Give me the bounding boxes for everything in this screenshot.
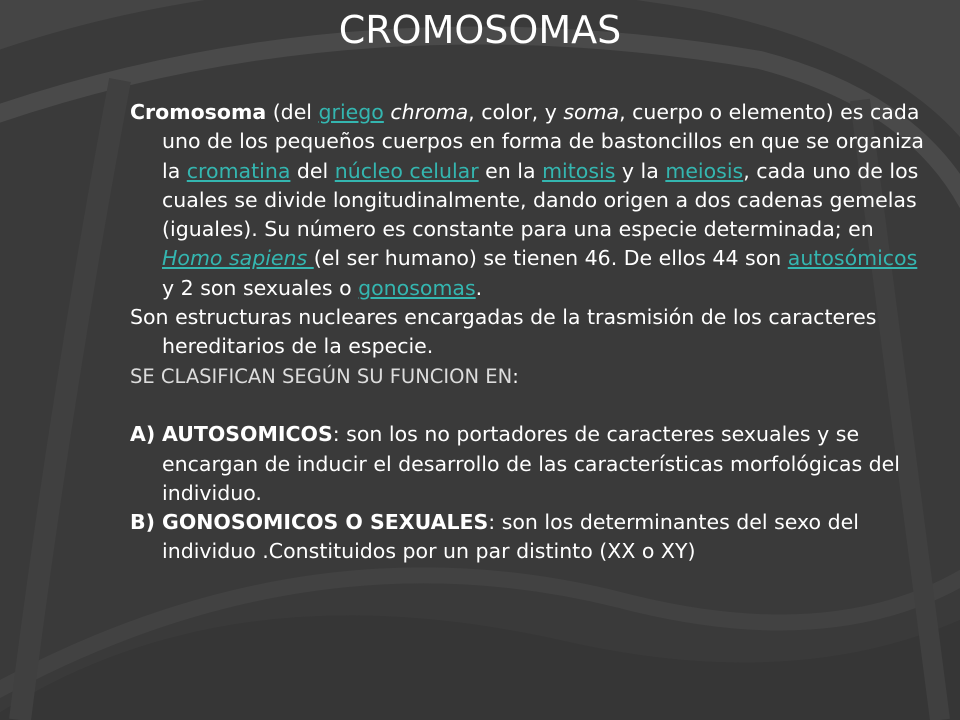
text: y la	[615, 158, 666, 183]
text: , color, y	[468, 100, 564, 124]
link-homo-sapiens[interactable]: Homo sapiens	[162, 246, 314, 271]
link-nucleo-celular[interactable]: núcleo celular	[334, 158, 479, 183]
link-autosomicos[interactable]: autosómicos	[787, 246, 918, 271]
classification-heading-text: SE CLASIFICAN SEGÚN SU FUNCION EN	[130, 364, 513, 388]
slide-title: CROMOSOMAS	[338, 8, 622, 52]
classification-colon: :	[512, 364, 519, 388]
link-meiosis[interactable]: meiosis	[665, 158, 744, 183]
link-griego[interactable]: griego	[318, 100, 384, 124]
text: .	[475, 275, 483, 300]
text: , cuerpo o elemento) es cada uno de los pequeños cuerpos en forma de bastoncillos en que se organiza la	[162, 100, 924, 183]
definition-paragraph	[130, 98, 930, 303]
item-text: : son los determinantes del sexo del individuo .Constituidos por un par distinto (XX o XY)	[162, 510, 859, 564]
link-mitosis[interactable]: mitosis	[542, 158, 616, 183]
slide-body	[130, 98, 930, 567]
text: y 2 son sexuales o	[162, 275, 359, 300]
italic-chroma: chroma	[390, 100, 469, 124]
link-gonosomas[interactable]: gonosomas	[358, 275, 476, 300]
list-marker: B)	[130, 510, 155, 535]
term-gonosomicos: GONOSOMICOS O SEXUALES	[162, 510, 489, 535]
term-cromosoma: Cromosoma	[130, 100, 267, 124]
italic-soma: soma	[563, 100, 620, 124]
function-paragraph: Son estructuras nucleares encargadas de la trasmisión de los caracteres hereditarios de la especie.	[130, 305, 877, 359]
text: en la	[478, 158, 543, 183]
classification-heading	[130, 362, 930, 391]
text: del	[290, 158, 335, 183]
spacer	[130, 391, 930, 420]
text: (del	[266, 100, 319, 124]
text: (el ser humano) se tienen 46. De ellos 44 son	[313, 246, 788, 271]
list-marker: A)	[130, 422, 156, 447]
link-cromatina[interactable]: cromatina	[186, 158, 291, 183]
item-text: : son los no portadores de caracteres sexuales y se encargan de inducir el desarrollo de las características morfológicas del individuo.	[162, 422, 900, 505]
text: , cada uno de los cuales se divide longitudinalmente, dando origen a dos cadenas gemelas (iguales). Su número es constante para una especie determinada; en	[162, 158, 919, 242]
list-item-gonosomicos	[130, 508, 930, 567]
list-item-autosomicos	[130, 420, 930, 508]
term-autosomicos: AUTOSOMICOS	[162, 422, 333, 447]
